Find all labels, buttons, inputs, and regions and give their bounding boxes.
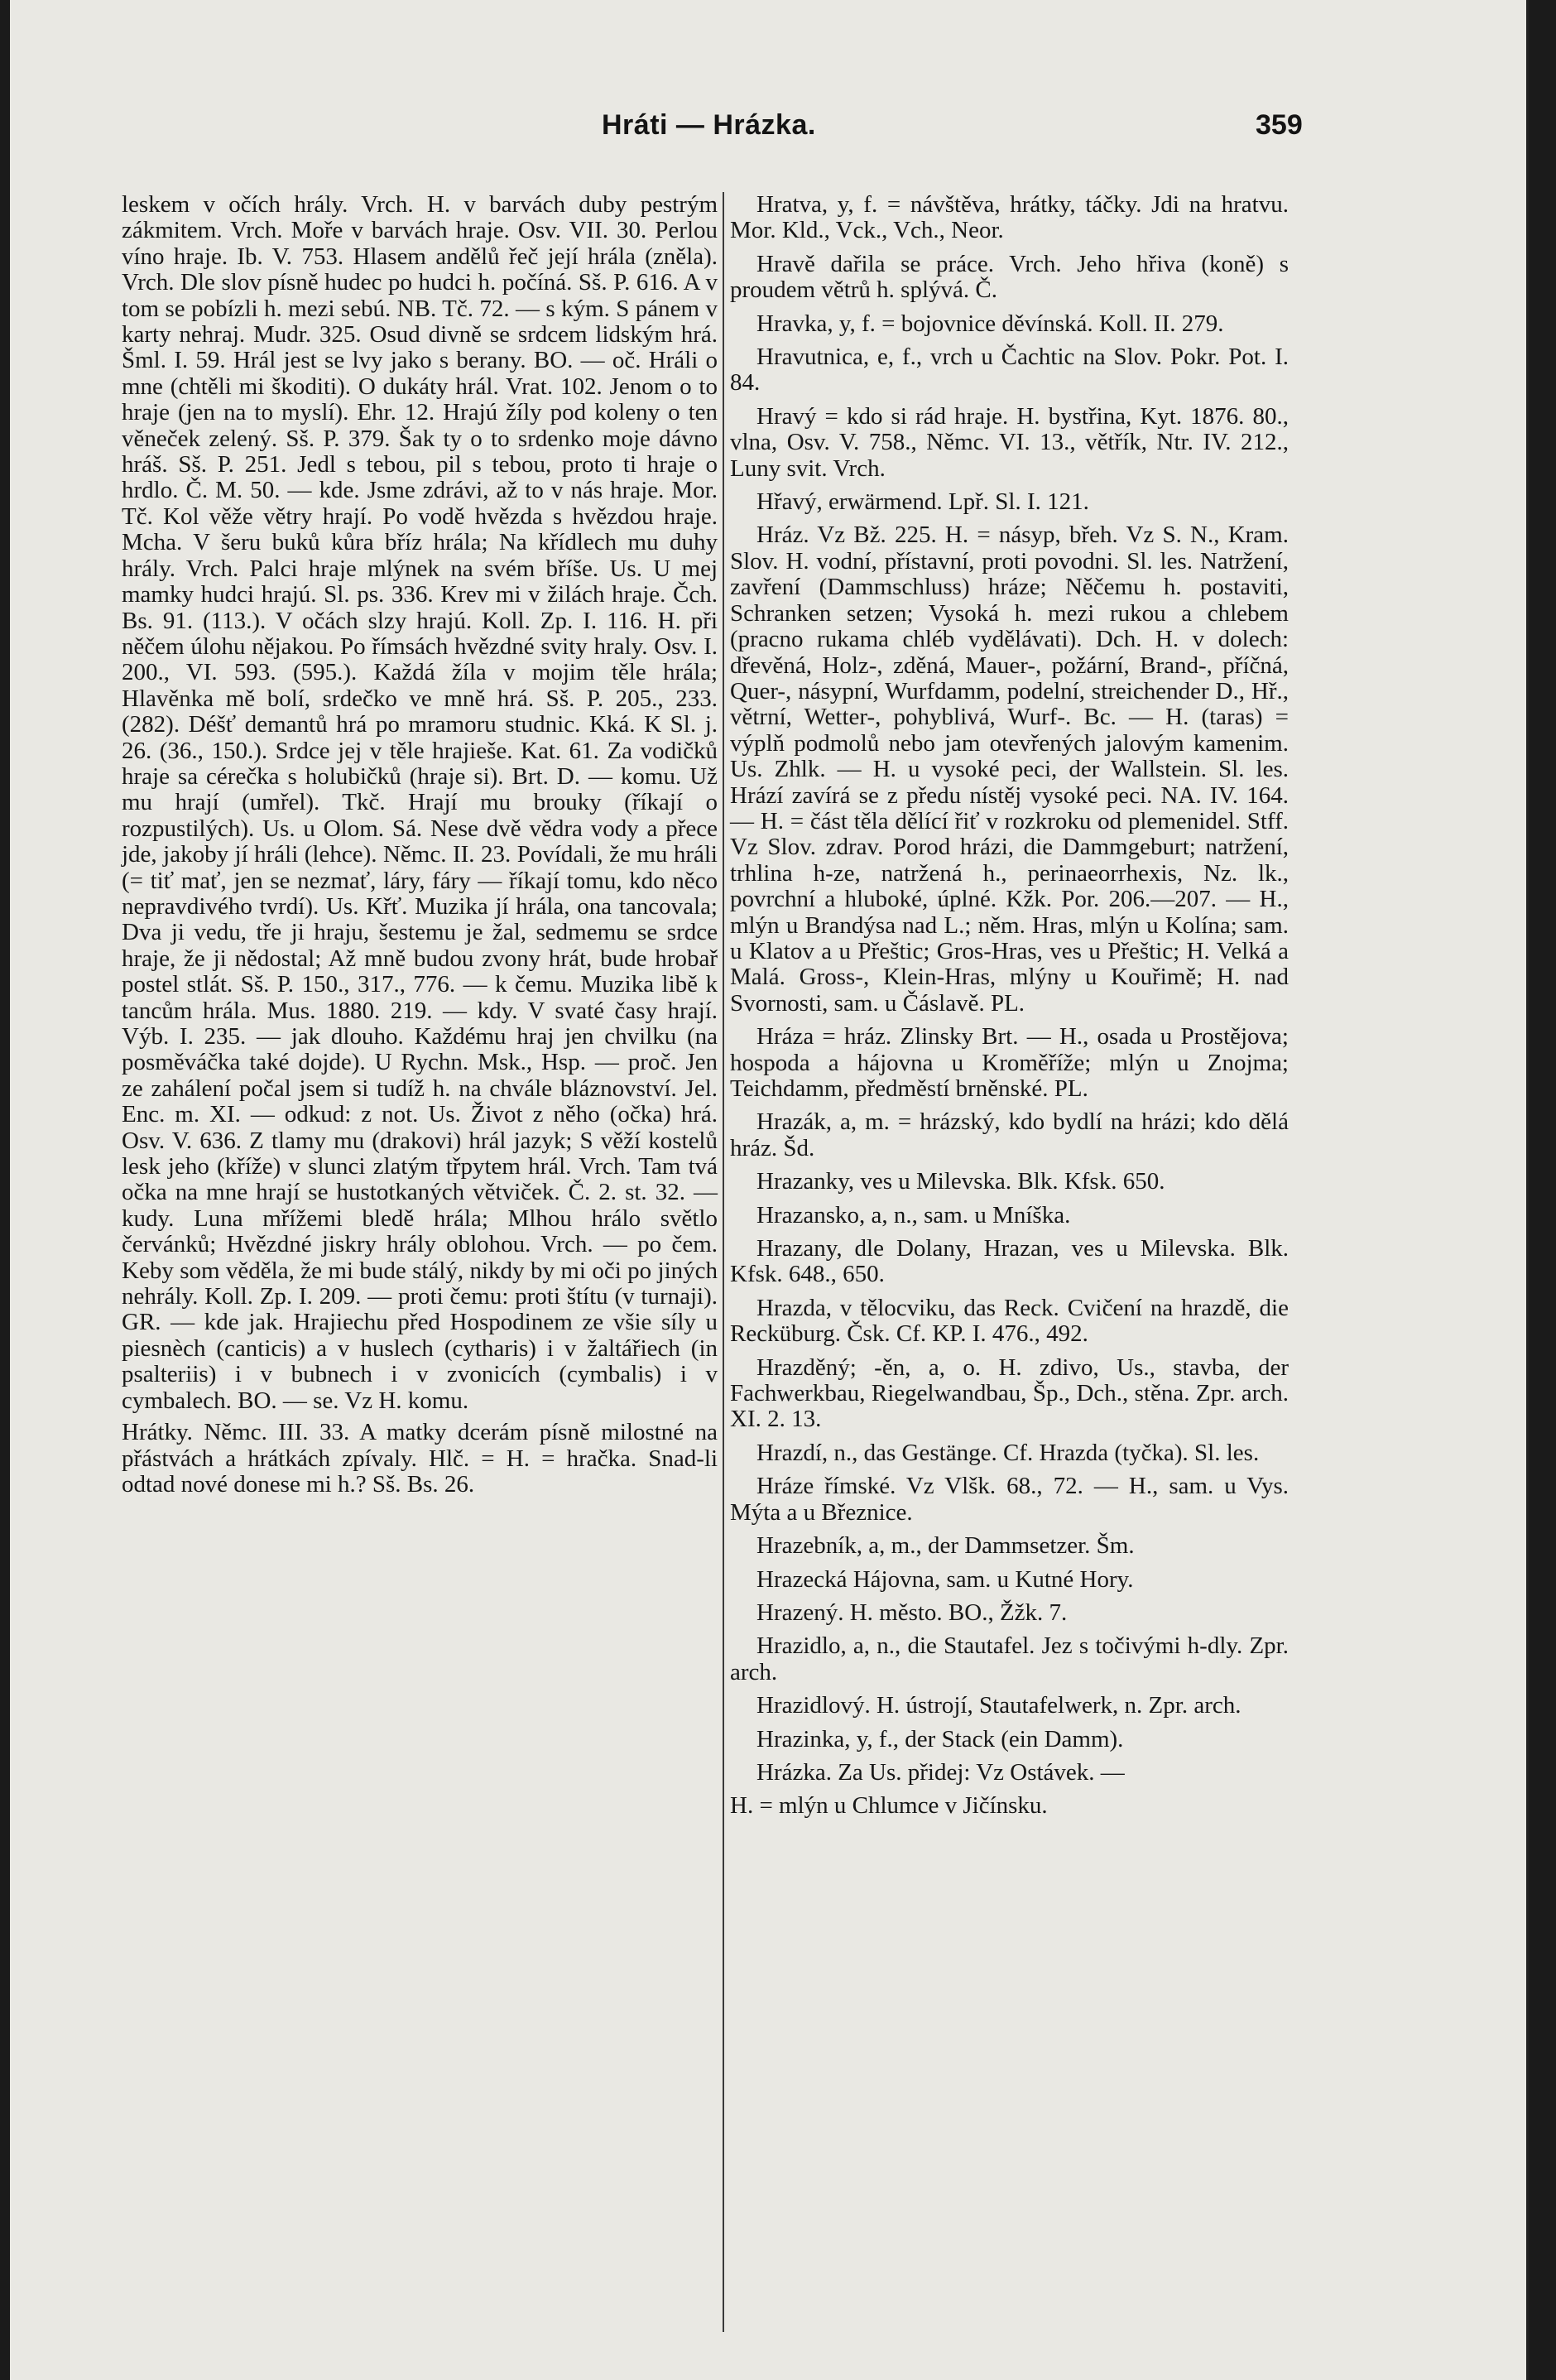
entry-hraz: Hráz. Vz Bž. 225. H. = násyp, břeh. Vz S. N., Kram. Slov. H. vodní, přístavní, proti povodni. Sl. les. Natržení, zavření (Dammschluss) hráze; Něčemu h. postaviti, Schranken setzen; Vysoká h. mezi rukou a chlebem (pracno rukama chléb vydělávati). Dch. H. v dolech: dřevěná, Holz-, zděná, Mauer-, požární, Brand-, příčná, Quer-, násypní, Wurfdamm, podelní, streichender D., Hř., větrní, Wetter-, pohyblivá, Wurf-. Bc. — H. (taras) = výplň podmolů nebo jam otevřených jalovým kamenim. Us. Zhlk. — H. u vysoké peci, der Wallstein. Sl. les. Hrází zavírá se z předu nístěj vysoké peci. NA. IV. 164. — H. = část těla dělící řiť v rozkroku od plemenidel. Stff. Vz Slov. zdrav. Porod hrázi, die Dammgeburt; natržení, trhlina h-ze, natržená h., perinaeorrhexis, Nz. lk., povrchní a hluboké, úplné. Kžk. Por. 206.—207. — H., mlýn u Brandýsa nad L.; něm. Hras, mlýn u Kolína; sam. u Klatov a u Přeštic; Gros-Hras, ves u Přeštic; H. Velká a Malá. Gross-, Klein-Hras, mlýny u Kouřimě; H. nad Svornosti, sam. u Čáslavě. PL. <box>730 522 1289 1017</box>
entry-hraze-rimske: Hráze římské. Vz Vlšk. 68., 72. — H., sam. u Vys. Mýta a u Březnice. <box>730 1473 1289 1526</box>
page-number: 359 <box>1256 109 1303 141</box>
entry-hrazinka: Hrazinka, y, f., der Stack (ein Damm). <box>756 1725 1124 1753</box>
entry-hrave: Hravě dařila se práce. Vrch. Jeho hřiva (koně) s proudem větrů h. splývá. Č. <box>730 250 1289 304</box>
entry-hravy: Hravý = kdo si rád hraje. H. bystřina, Kyt. 1876. 80., vlna, Osv. V. 758., Němc. VI. 13., větřík, Ntr. IV. 212., Luny svit. Vrch. <box>730 402 1289 482</box>
entry-hrazidlovy: Hrazidlový. H. ústrojí, Stautafelwerk, n. Zpr. arch. <box>756 1692 1241 1719</box>
entry-hrazecka: Hrazecká Hájovna, sam. u Kutné Hory. <box>756 1565 1134 1593</box>
dictionary-page <box>10 0 1529 2380</box>
running-title: Hráti — Hrázka. <box>602 109 816 141</box>
entry-hrazeny: Hrazený. H. město. BO., Žžk. 7. <box>756 1599 1068 1626</box>
entry-hrazdeny: Hrazděný; -ěn, a, o. H. zdivo, Us., stavba, der Fachwerkbau, Riegelwandbau, Šp., Dch., stěna. Zpr. arch. XI. 2. 13. <box>730 1353 1289 1433</box>
column-divider <box>723 192 724 2332</box>
entry-hraza: Hráza = hráz. Zlinsky Brt. — H., osada u Prostějova; hospoda a hájovna u Kroměříže; mlýn u Znojma; Teichdamm, předměstí brněnské. PL. <box>730 1023 1289 1102</box>
left-column <box>122 192 718 1503</box>
entry-hrazka-mlyn: H. = mlýn u Chlumce v Jičínsku. <box>730 1792 1048 1820</box>
entry-hravy-erwaermend: Hřavý, erwärmend. Lpř. Sl. I. 121. <box>756 488 1089 516</box>
entry-hrazda: Hrazda, v tělocviku, das Reck. Cvičení na hrazdě, die Recküburg. Čsk. Cf. KP. I. 476., 492. <box>730 1294 1289 1348</box>
entry-hrati-continuation: leskem v očích hrály. Vrch. H. v barvách duby pestrým zákmitem. Vrch. Moře v barvách hraje. Osv. VII. 30. Perlou víno hraje. Ib. V. 753. Hlasem andělů řeč její hrála (zněla). Vrch. Dle slov písně hudec po hudci h. počíná. Sš. P. 616. A v tom se pobízli h. mezi sebú. NB. Tč. 72. — s kým. S pánem v karty nehraj. Mudr. 325. Osud divně se srdcem lidským hrá. Šml. I. 59. Hrál jest se lvy jako s berany. BO. — oč. Hráli o mne (chtěli mi škoditi). O dukáty hrál. Vrat. 102. Jenom o to hraje (jen na to myslí). Ehr. 12. Hrajú žíly pod koleny o ten věneček zelený. Sš. P. 379. Šak ty o to srdenko moje dávno hráš. Sš. P. 251. Jedl s tebou, pil s tebou, proto ti hraje o hrdlo. Č. M. 50. — kde. Jsme zdrávi, až to v nás hraje. Mor. Tč. Kol věže větry hrají. Po vodě hvězda s hvězdou hraje. Mcha. V šeru buků kůra bříz hrála; Na křídlech mu duhy hrály. Vrch. Palci hraje mlýnek na svém bříše. Us. U mej mamky hudci hrajú. Sl. ps. 336. Krev mi v žilách hraje. Čch. Bs. 91. (113.). V očách slzy hrajú. Koll. Zp. I. 116. H. při něčem úlohu nějakou. Po římsách hvězdné svity hraly. Osv. I. 200., VI. 593. (595.). Každá žíla v mojim těle hrála; Hlavěnka mě bolí, srdečko ve mně hrá. Sš. P. 205., 233. (282). Déšť demantů hrá po mramoru studnic. Kká. K Sl. j. 26. (36., 150.). Srdce jej v těle hrajieše. Kat. 61. Za vodičků hraje sa cérečka s holubičků (hraje si). Brt. D. — komu. Už mu hrají (umřel). Tkč. Hrají mu brouky (říkají o rozpustilých). Us. u Olom. Sá. Nese dvě vědra vody a přece jde, jakoby jí hráli (lehce). Němc. II. 23. Povídali, že mu hráli (= tiť mať, jen se nezmať, láry, fáry — říkají tomu, kdo něco nepravdivého tvrdí). Us. Křť. Muzika jí hrála, ona tancovala; Dva ji vedu, tře ji hraju, šestemu je žal, sedmemu se srdce hraje, že ji nědostal; Až mně budou zvony hrát, bude hrobař postel stlát. Sš. P. 150., 317., 776. — k čemu. Muzika libě k tancům hrála. Mus. 1880. 219. — kdy. V svaté časy hrají. Výb. I. 235. — jak dlouho. Každému hraj jen chvilku (na posměváčka také dojde). U Rychn. Msk., Hsp. — proč. Jen ze zahálení počal jsem si tudíž h. na chvále bláznovství. Jel. Enc. m. XI. — odkud: z not. Us. Život z něho (očka) hrá. Osv. V. 636. Z tlamy mu (drakovi) hrál jazyk; S věží kostelů lesk jeho (kříže) v slunci zlatým třpytem hrál. Vrch. Tam tvá očka na mne hrají se hustotkaných větviček. Č. 2. st. 32. — kudy. Luna mřížemi bledě hrála; Mlhou hrálo světlo červánků; Hvězdné jiskry hrály oblohou. Vrch. — po čem. Keby som věděla, že mi bude stálý, nikdy by mi oči po jiných nehrály. Koll. Zp. I. 209. — proti čemu: proti štítu (v turnaji). GR. — kde jak. Hrajiechu před Hospodinem ze všie síly u piesnèch (canticis) a v huslech (cytharis) i v žaltářiech (in psalteriis) i v bubnech i v zvonicích (cymbalis) i v cymbalech. BO. — se. Vz H. komu. <box>122 191 718 1414</box>
entry-hratky: Hrátky. Němc. III. 33. A matky dcerám písně milostné na přástvách a hrátkách zpívaly. Hlč. = H. = hračka. Snad-li odtad nové donese mi h.? Sš. Bs. 26. <box>122 1419 718 1498</box>
entry-hrazanky: Hrazanky, ves u Milevska. Blk. Kfsk. 650. <box>756 1168 1165 1195</box>
page-header <box>122 101 1303 151</box>
entry-hrazak: Hrazák, a, m. = hrázský, kdo bydlí na hrázi; kdo dělá hráz. Šd. <box>730 1108 1289 1161</box>
right-column <box>730 192 1289 1827</box>
entry-hrazdi: Hrazdí, n., das Gestänge. Cf. Hrazda (tyčka). Sl. les. <box>756 1439 1260 1466</box>
entry-hrazka: Hrázka. Za Us. přidej: Vz Ostávek. — <box>756 1758 1125 1786</box>
entry-hratva: Hratva, y, f. = návštěva, hrátky, táčky. Jdi na hratvu. Mor. Kld., Vck., Vch., Neor. <box>730 191 1289 244</box>
entry-hrazansko: Hrazansko, a, n., sam. u Mníška. <box>756 1201 1071 1228</box>
entry-hrazidlo: Hrazidlo, a, n., die Stautafel. Jez s točivými h-dly. Zpr. arch. <box>730 1632 1289 1685</box>
entry-hravka: Hravka, y, f. = bojovnice děvínská. Koll. II. 279. <box>756 310 1224 337</box>
entry-hrazany: Hrazany, dle Dolany, Hrazan, ves u Milevska. Blk. Kfsk. 648., 650. <box>730 1235 1289 1288</box>
entry-hrazebnik: Hrazebník, a, m., der Dammsetzer. Šm. <box>756 1532 1135 1560</box>
entry-hravutnica: Hravutnica, e, f., vrch u Čachtic na Slov. Pokr. Pot. I. 84. <box>730 344 1289 397</box>
